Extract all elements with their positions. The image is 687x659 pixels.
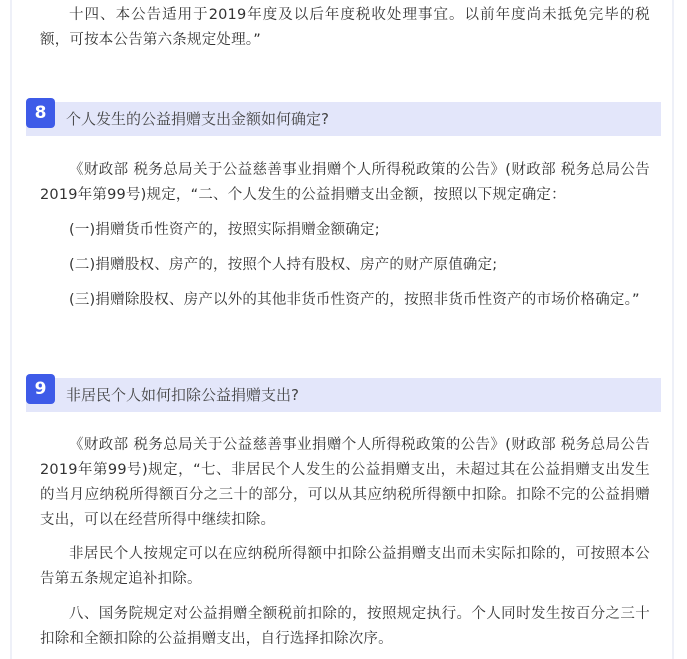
top-paragraph: 十四、本公告适用于2019年度及以后年度税收处理事宜。以前年度尚未抵免完毕的税额，可按本公告第六条规定处理。” xyxy=(40,7,650,48)
section-9-paragraph-3: 八、国务院规定对公益捐赠全额税前扣除的，按照规定执行。个人同时发生按百分之三十扣除和全额扣除的公益捐赠支出，自行选择扣除次序。 xyxy=(40,606,650,647)
section-9-paragraph-2: 非居民个人按规定可以在应纳税所得额中扣除公益捐赠支出而未实际扣除的，可按照本公告第五条规定追补扣除。 xyxy=(40,546,650,587)
question-title-9: 非居民个人如何扣除公益捐赠支出? xyxy=(66,386,299,404)
question-number-badge-8: 8 xyxy=(26,98,55,128)
section-9-paragraph-1: 《财政部 税务总局关于公益慈善事业捐赠个人所得税政策的公告》(财政部 税务总局公告2019年第99号)规定，“七、非居民个人发生的公益捐赠支出，未超过其在公益捐赠支出发生的当月应纳税所得额百分之三十的部分，可以从其应纳税所得额中扣除。扣除不完的公益捐赠支出，可以在经营所得中继续扣除。 xyxy=(40,437,650,528)
section-8-paragraph-1: 《财政部 税务总局关于公益慈善事业捐赠个人所得税政策的公告》(财政部 税务总局公告2019年第99号)规定，“二、个人发生的公益捐赠支出金额，按照以下规定确定： xyxy=(40,162,650,203)
question-number-badge-9: 9 xyxy=(26,374,55,404)
section-8-paragraph-4: (三)捐赠除股权、房产以外的其他非货币性资产的，按照非货币性资产的市场价格确定。” xyxy=(69,292,640,308)
section-8-paragraph-3: (二)捐赠股权、房产的，按照个人持有股权、房产的财产原值确定; xyxy=(69,257,498,273)
question-title-8: 个人发生的公益捐赠支出金额如何确定? xyxy=(66,110,329,128)
section-8-paragraph-2: (一)捐赠货币性资产的，按照实际捐赠金额确定; xyxy=(69,222,380,238)
